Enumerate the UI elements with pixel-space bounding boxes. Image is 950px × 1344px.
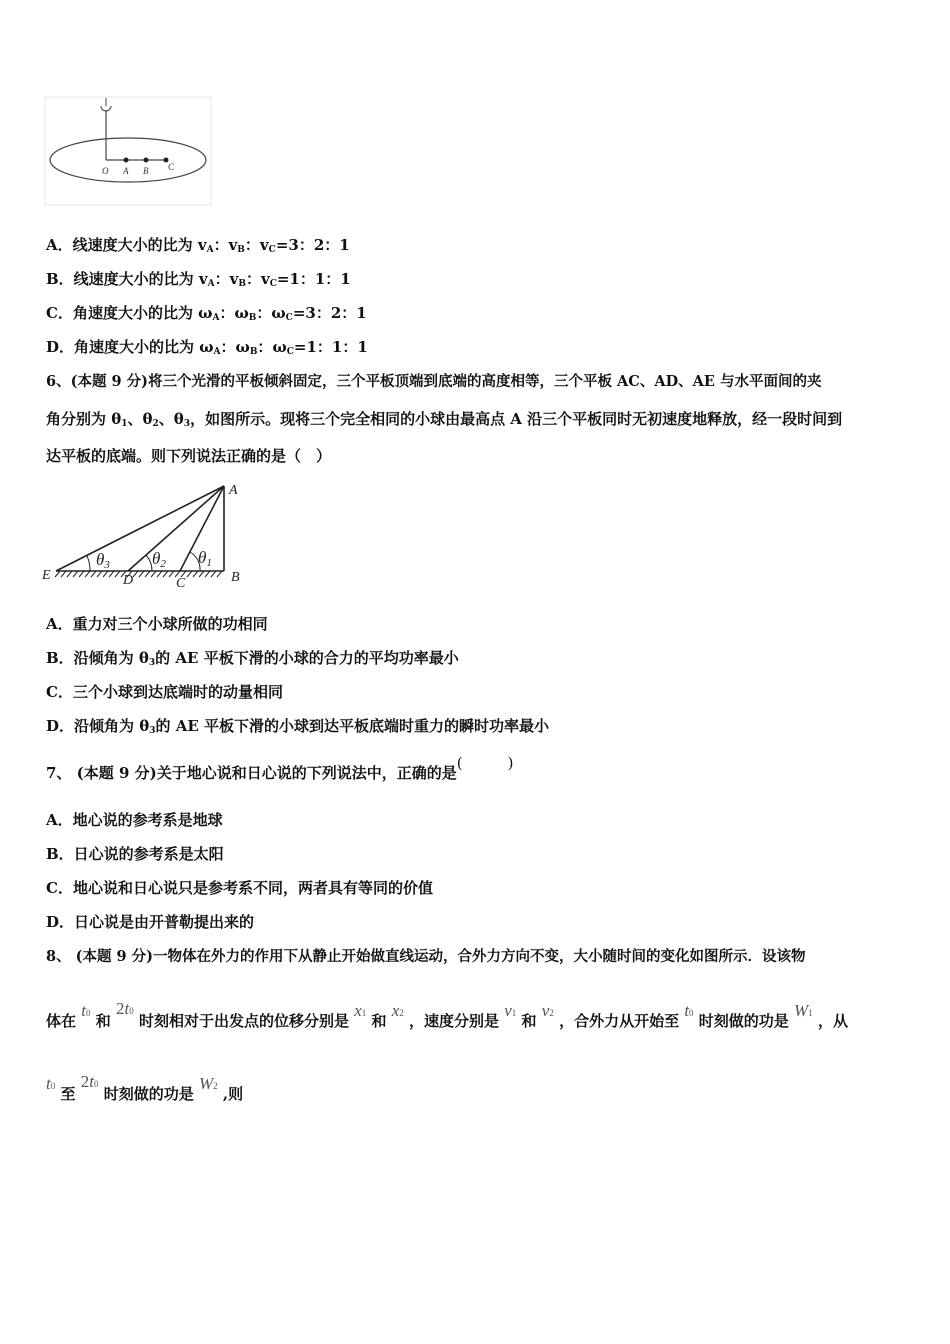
theta-1: θ1 bbox=[198, 548, 212, 569]
theta-3: θ3 bbox=[96, 550, 110, 571]
math-v2: v2 bbox=[541, 1001, 554, 1020]
math-w1: W1 bbox=[794, 1001, 813, 1020]
q7-option-d: D．日心说是由开普勒提出来的 bbox=[46, 913, 255, 931]
label-b: B bbox=[231, 570, 240, 585]
q5-option-a: A．线速度大小的比为 $v_A$：$v_B$：$v_C=3$：2：1 bbox=[46, 236, 350, 255]
ground-hatching bbox=[55, 571, 222, 577]
math-v1: v1 bbox=[504, 1001, 517, 1020]
label-b: B bbox=[143, 166, 149, 176]
inclined-planes-figure bbox=[40, 478, 255, 590]
q7-option-c: C．地心说和日心说只是参考系不同，两者具有等同的价值 bbox=[46, 879, 433, 897]
q8-stem-line1: 8、 (本题 9 分)一物体在外力的作用下从静止开始做直线运动，合外力方向不变，大小随时间的变化如图所示．设该物 bbox=[46, 948, 806, 965]
label-c: C bbox=[168, 162, 175, 172]
q8-stem-line2: 体在 t0 和 2t0 时刻相对于出发点的位移分别是 x1 和 x2 ，速度分别是 v1 和 v2 ，合外力从开始至 t0 时刻做的功是 W1 ，从 bbox=[46, 999, 848, 1030]
q6-stem-line1: 6、(本题 9 分)将三个光滑的平板倾斜固定，三个平板顶端到底端的高度相等，三个平板 AC、AD、AE 与水平面间的夹 bbox=[46, 373, 822, 390]
q5-option-d: D．角速度大小的比为 $\omega_A$：$\omega_B$：$\omega_C=1$：1：1 bbox=[46, 338, 368, 357]
label-o: O bbox=[102, 166, 109, 176]
math-x2: x2 bbox=[391, 1001, 404, 1020]
theta-2: θ2 bbox=[152, 549, 166, 570]
q6-option-b: B．沿倾角为 $\theta_3$的 AE 平板下滑的小球的合力的平均功率最小 bbox=[46, 649, 459, 668]
point-b bbox=[144, 158, 149, 163]
math-2t0: 2t0 bbox=[115, 999, 134, 1018]
q7-stem: 7、 (本题 9 分)关于地心说和日心说的下列说法中，正确的是( ) bbox=[46, 754, 514, 782]
q7-option-a: A．地心说的参考系是地球 bbox=[46, 811, 223, 829]
math-2t0-b: 2t0 bbox=[80, 1072, 99, 1091]
math-t0-b: t0 bbox=[684, 1001, 694, 1020]
q5-option-c: C．角速度大小的比为 $\omega_A$：$\omega_B$：$\omega_C=3$：2：1 bbox=[46, 304, 367, 323]
q6-stem-line3: 达平板的底端。则下列说法正确的是（ ） bbox=[46, 447, 332, 465]
q6-option-a: A．重力对三个小球所做的功相同 bbox=[46, 615, 268, 633]
q7-option-b: B．日心说的参考系是太阳 bbox=[46, 845, 224, 863]
q6-option-c: C．三个小球到达底端时的动量相同 bbox=[46, 683, 283, 701]
math-t0-c: t0 bbox=[46, 1074, 56, 1093]
label-c: C bbox=[176, 576, 186, 590]
label-d: D bbox=[123, 573, 134, 588]
math-x1: x1 bbox=[354, 1001, 367, 1020]
q6-option-d: D．沿倾角为 $\theta_3$的 AE 平板下滑的小球到达平板底端时重力的瞬时功率最小 bbox=[46, 717, 550, 736]
rotating-disc-figure bbox=[44, 96, 214, 208]
q6-stem-line2: 角分别为 $\theta_1$、$\theta_2$、$\theta_3$，如图所示。现将三个完全相同的小球由最高点 A 沿三个平板同时无初速度地释放，经一段时间到 bbox=[46, 410, 843, 429]
label-e: E bbox=[42, 568, 51, 583]
math-t0: t0 bbox=[81, 1001, 91, 1020]
label-a: A bbox=[123, 166, 129, 176]
q5-option-b: B．线速度大小的比为 $v_A$：$v_B$：$v_C=1$：1：1 bbox=[46, 270, 351, 289]
q8-stem-line3: t0 至 2t0 时刻做的功是 W2 ,则 bbox=[46, 1072, 244, 1103]
answer-paren: ( ) bbox=[456, 754, 514, 772]
label-a: A bbox=[229, 483, 238, 498]
math-w2: W2 bbox=[198, 1074, 218, 1093]
point-a bbox=[124, 158, 129, 163]
angle-arc-3 bbox=[87, 556, 90, 571]
